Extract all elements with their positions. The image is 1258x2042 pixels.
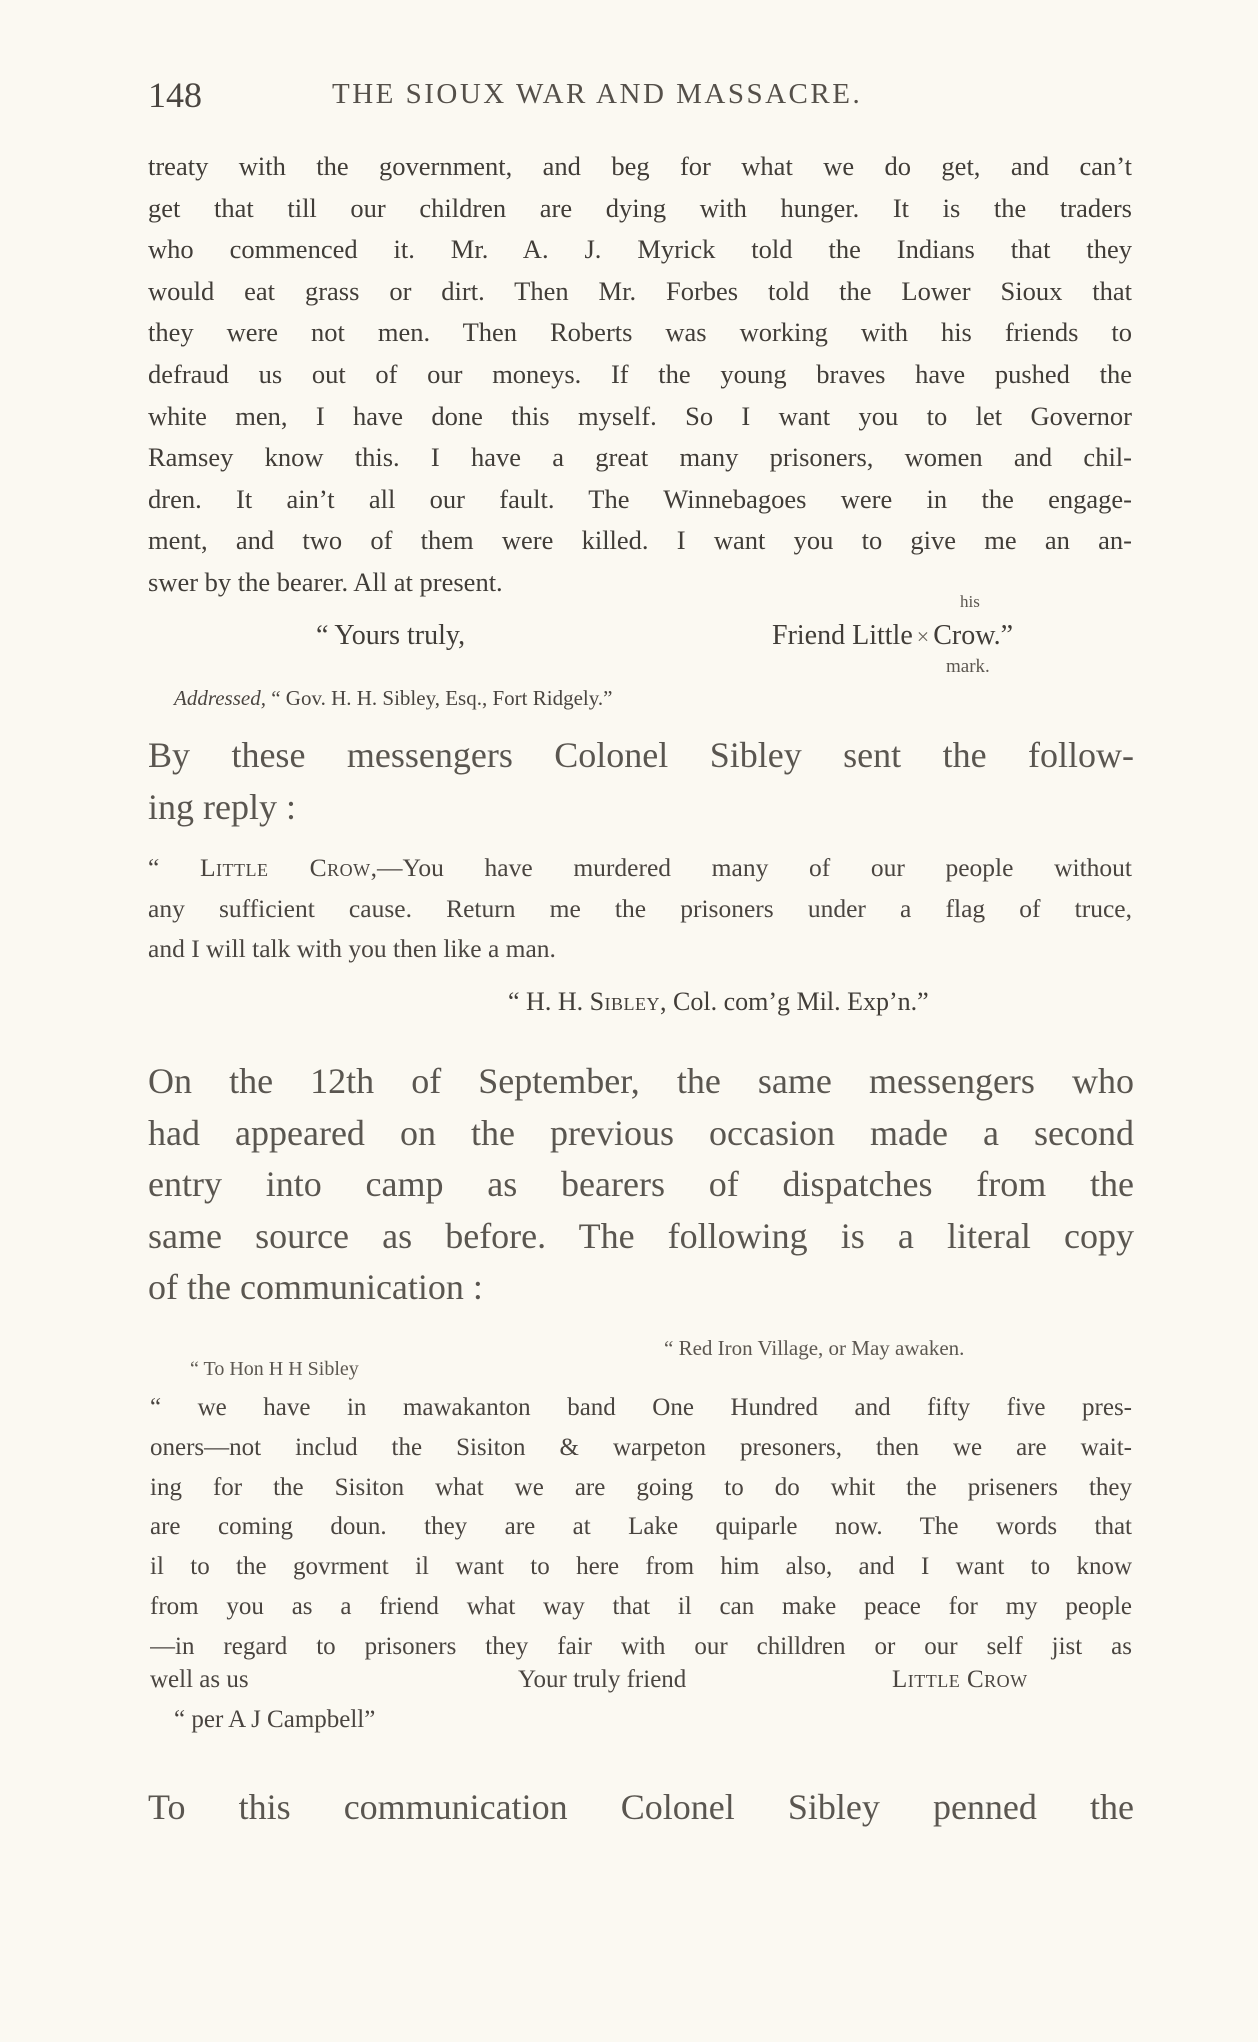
sibley-reply [148,848,1132,970]
narrative-line: On the 12th of September, the same messengers who [148,1061,1134,1101]
addressed-label: Addressed, [174,686,266,710]
intro-line: By these messengers Colonel Sibley sent the follow- [148,735,1134,775]
signature-x-mark: × [916,624,930,649]
reply-line1-rest: ,—You have murdered many of our people without [370,853,1132,882]
literal-line: are coming doun. they are at Lake quiparle now. The words that [150,1513,1132,1541]
letter-line: treaty with the government, and beg for what we do get, and can’t [148,151,1132,181]
page-number: 148 [148,75,202,115]
narrative-line: of the communication : [148,1267,483,1307]
literal-line: ing for the Sisiton what we are going to do whit the priseners they [150,1473,1132,1501]
reply-signature [508,987,929,1017]
signature-friend-pre: Friend Little [772,620,913,651]
letter-line: defraud us out of our moneys. If the young braves have pushed the [148,358,1132,389]
letter-line: swer by the bearer. All at present. [148,566,503,597]
reply-sig-post: , Col. com’g Mil. Exp’n.” [660,987,929,1016]
literal-signature: Little Crow [892,1666,1028,1693]
literal-letter-body [150,1388,1132,1667]
letter-line: who commenced it. Mr. A. J. Myrick told the Indians that they [148,234,1132,265]
narrative-line: had appeared on the previous occasion made a second [148,1112,1134,1153]
narrative-line: same source as before. The following is a literal copy [148,1215,1134,1256]
letter-line: white men, I have done this myself. So I want you to let Governor [148,400,1132,431]
closing-paragraph [148,1782,1134,1834]
reply-sig-pre: “ H. H. [508,987,590,1016]
letter-line: Ramsey know this. I have a great many prisoners, women and chil- [148,442,1132,473]
literal-line: —in regard to prisoners they fair with our chilldren or our self jist as [150,1632,1132,1660]
reply-addressee: Little Crow [199,853,371,882]
narrative-paragraph [148,1056,1134,1314]
reply-open-quote: “ [148,853,200,882]
letter-line: dren. It ain’t all our fault. The Winnebagoes were in the engage- [148,483,1132,514]
intro-line: ing reply : [148,786,296,827]
signature-yours-truly: “ Yours truly, [316,620,466,651]
signature-friend-post: Crow.” [933,620,1014,651]
addressed-text: “ Gov. H. H. Sibley, Esq., Fort Ridgely.” [271,686,613,710]
reply-line: any sufficient cause. Return me the prisoners under a flag of truce, [148,893,1132,923]
signature-mark: mark. [946,656,990,677]
signature-friend [772,620,1013,652]
literal-last-a: well as us [150,1666,249,1693]
letter-dateline: “ Red Iron Village, or May awaken. [664,1336,965,1360]
literal-line: il to the govrment il want to here from him also, and I want to know [150,1553,1132,1581]
closing-line: To this communication Colonel Sibley penned the [148,1787,1134,1827]
literal-line: from you as a friend what way that il can make peace for my people [150,1592,1132,1620]
literal-line: “ we have in mawakanton band One Hundred and fifty five pres- [150,1394,1132,1421]
addressed-line [174,686,612,711]
letter-line: ment, and two of them were killed. I want you to give me an an- [148,525,1132,556]
narrative-line: entry into camp as bearers of dispatches from the [148,1164,1134,1204]
letter-line: they were not men. Then Roberts was working with his friends to [148,317,1132,348]
reply-line: and I will talk with you then like a man. [148,934,556,963]
literal-per: “ per A J Campbell” [174,1706,376,1733]
signature-his: his [960,592,980,611]
intro-paragraph [148,730,1134,833]
page-header [148,74,1138,122]
running-title: THE SIOUX WAR AND MASSACRE. [332,78,863,110]
reply-sig-name: Sibley [589,987,661,1016]
letter-line: get that till our children are dying with hunger. It is the traders [148,192,1132,223]
literal-closing-line [150,1666,1132,1706]
literal-line: oners—not includ the Sisiton & warpeton presoners, then we are wait- [150,1433,1132,1461]
literal-last-b: Your truly friend [518,1666,687,1693]
little-crow-letter-body [148,146,1132,604]
letter-line: would eat grass or dirt. Then Mr. Forbes told the Lower Sioux that [148,275,1132,306]
reply-line [148,848,1132,889]
letter-salutation: “ To Hon H H Sibley [190,1358,359,1380]
